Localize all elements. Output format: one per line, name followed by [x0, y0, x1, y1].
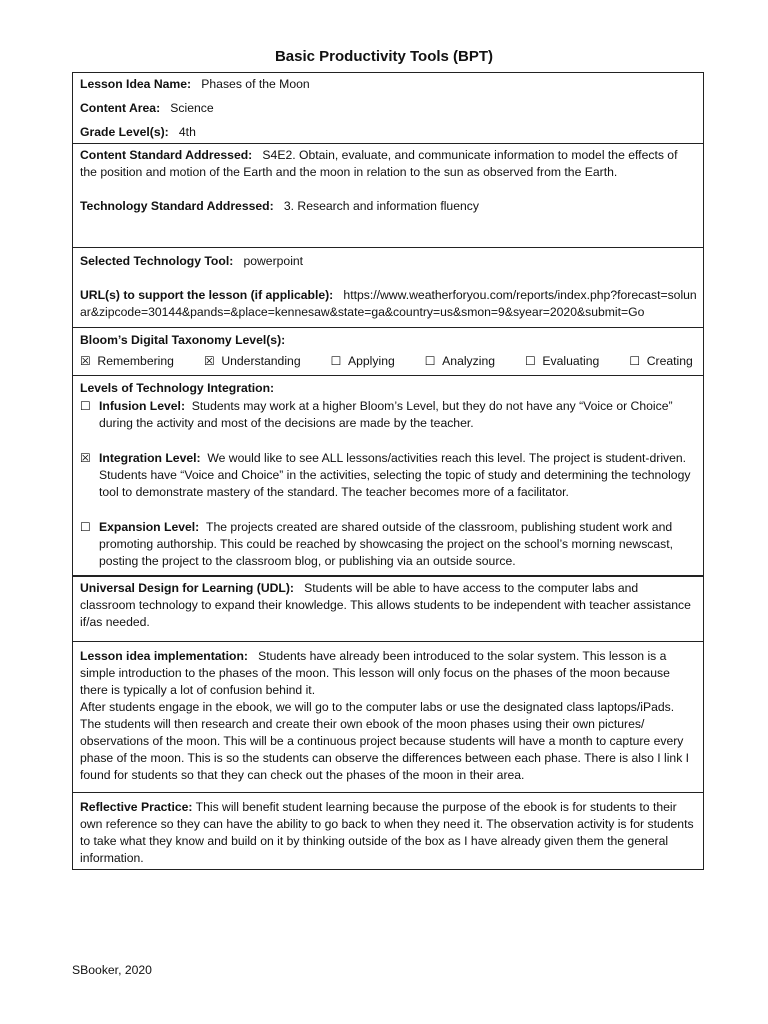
udl-cell: [73, 576, 704, 642]
checkbox-checked-icon[interactable]: ☒: [203, 354, 215, 368]
technology-standard-value: 3. Research and information fluency: [283, 199, 479, 213]
standards-cell: [73, 144, 704, 248]
checkbox-checked-icon[interactable]: ☒: [80, 354, 91, 368]
blooms-taxonomy-cell: [73, 328, 704, 376]
content-standard-label: Content Standard Addressed:: [80, 148, 253, 162]
reflective-label: Reflective Practice:: [80, 800, 193, 814]
checkbox-empty-icon[interactable]: ☐: [424, 354, 436, 368]
page-title: Basic Productivity Tools (BPT): [274, 48, 494, 65]
expansion-level-label: Expansion Level:: [99, 520, 200, 534]
blooms-label: Bloom’s Digital Taxonomy Level(s):: [80, 333, 286, 347]
content-area-label: Content Area:: [80, 101, 161, 115]
content-area-value: Science: [170, 101, 214, 115]
content-area-row: [80, 100, 697, 117]
selected-tool: [80, 253, 697, 270]
integration-level-text: We would like to see ALL lessons/activities reach this level. The project is student-driven. Students have “Voice and Choice” in the activities, selecting the topic of study and determining the technology tool to demonstrate mastery of the standard. The teacher becomes more of a facilitator.: [99, 451, 691, 499]
blooms-remembering[interactable]: ☒ Remembering: [80, 354, 174, 368]
support-url-label: URL(s) to support the lesson (if applicable):: [80, 288, 334, 302]
implementation-label: Lesson idea implementation:: [80, 649, 248, 663]
lesson-name-row: [80, 76, 697, 93]
content-standard: [80, 147, 697, 181]
reflective-practice-cell: [73, 793, 704, 870]
infusion-level-text: Students may work at a higher Bloom’s Level, but they do not have any “Voice or Choice” during the activity and most of the decisions are made by the teacher.: [99, 399, 673, 430]
blooms-understanding[interactable]: ☒ Understanding: [203, 354, 301, 368]
blooms-analyzing[interactable]: ☐ Analyzing: [424, 354, 496, 368]
selected-tool-label: Selected Technology Tool:: [80, 254, 234, 268]
blooms-creating[interactable]: ☐ Creating: [629, 354, 693, 368]
expansion-level-text: The projects created are shared outside of the classroom, publishing student work and promoting authorship. This could be reached by showcasing the project on the school’s morning newscast, posting the project to the classroom blog, or publishing via an outside source.: [99, 520, 674, 568]
integration-level-label: Integration Level:: [99, 451, 201, 465]
grade-level-row: [80, 124, 697, 141]
grade-level-label: Grade Level(s):: [80, 125, 169, 139]
lesson-name-value: Phases of the Moon: [201, 77, 310, 91]
checkbox-empty-icon[interactable]: ☐: [525, 354, 536, 368]
infusion-level-label: Infusion Level:: [99, 399, 185, 413]
expansion-level: [80, 519, 697, 570]
technology-tool-cell: [73, 248, 704, 328]
checkbox-empty-icon[interactable]: ☐: [80, 520, 91, 534]
footer-credit: SBooker, 2020: [72, 963, 152, 977]
implementation-cell: [73, 642, 704, 793]
blooms-applying[interactable]: ☐ Applying: [330, 354, 395, 368]
reflective-text: This will benefit student learning because the purpose of the ebook is for students to their own reference so they can have the ability to go back to when they need it. The observation activity is for students to take what they know and build on it by thinking outside of the box as I have already given them the general information.: [80, 800, 694, 865]
blooms-evaluating[interactable]: ☐ Evaluating: [525, 354, 600, 368]
implementation-text-1: Students have already been introduced to the solar system. This lesson is a simple introduction to the phases of the moon. This lesson will only focus on the phases of the moon because there is typically a lot of confusion behind it.: [80, 649, 670, 697]
checkbox-empty-icon[interactable]: ☐: [629, 354, 641, 368]
integration-level: [80, 450, 697, 501]
technology-standard-label: Technology Standard Addressed:: [80, 199, 274, 213]
checkbox-empty-icon[interactable]: ☐: [80, 399, 91, 413]
udl-label: Universal Design for Learning (UDL):: [80, 581, 294, 595]
blooms-checkbox-row: [80, 349, 697, 370]
selected-tool-value: powerpoint: [243, 254, 304, 268]
udl-text: Students will be able to have access to the computer labs and classroom technology to expand their knowledge. This allows students to be independent with teacher assistance if/as needed.: [80, 581, 691, 629]
support-url-value[interactable]: https://www.weatherforyou.com/reports/index.php?forecast=solunar&zipcode=30144&pands=&place=kennesaw&state=ga&country=us&smon=9&syear=2020&submit=Go: [80, 288, 697, 319]
lesson-form-table: [72, 72, 704, 870]
technology-standard: [80, 198, 697, 215]
checkbox-checked-icon[interactable]: ☒: [80, 451, 91, 465]
checkbox-empty-icon[interactable]: ☐: [330, 354, 342, 368]
lesson-info-cell: [73, 73, 704, 144]
lesson-name-label: Lesson Idea Name:: [80, 77, 192, 91]
content-standard-value: S4E2. Obtain, evaluate, and communicate information to model the effects of the position and motion of the Earth and the moon in relation to the sun as observed from the Earth.: [80, 148, 678, 179]
grade-level-value: 4th: [178, 125, 196, 139]
integration-heading: Levels of Technology Integration:: [80, 381, 275, 395]
implementation-paragraph-1: [80, 648, 697, 699]
technology-integration-cell: [73, 376, 704, 577]
infusion-level: [80, 398, 697, 432]
implementation-paragraph-2: After students engage in the ebook, we will go to the computer labs or use the designated class laptops/iPads. The students will then research and create their own ebook of the moon phases using their own pictures/ observations of the moon. This will be a continuous project because students will have a month to capture every phase of the moon. This is so the students can observe the differences between each phase. There is also I link I found for students so that they can check out the phases of the moon in their area.: [80, 700, 690, 782]
support-url: [80, 287, 697, 321]
